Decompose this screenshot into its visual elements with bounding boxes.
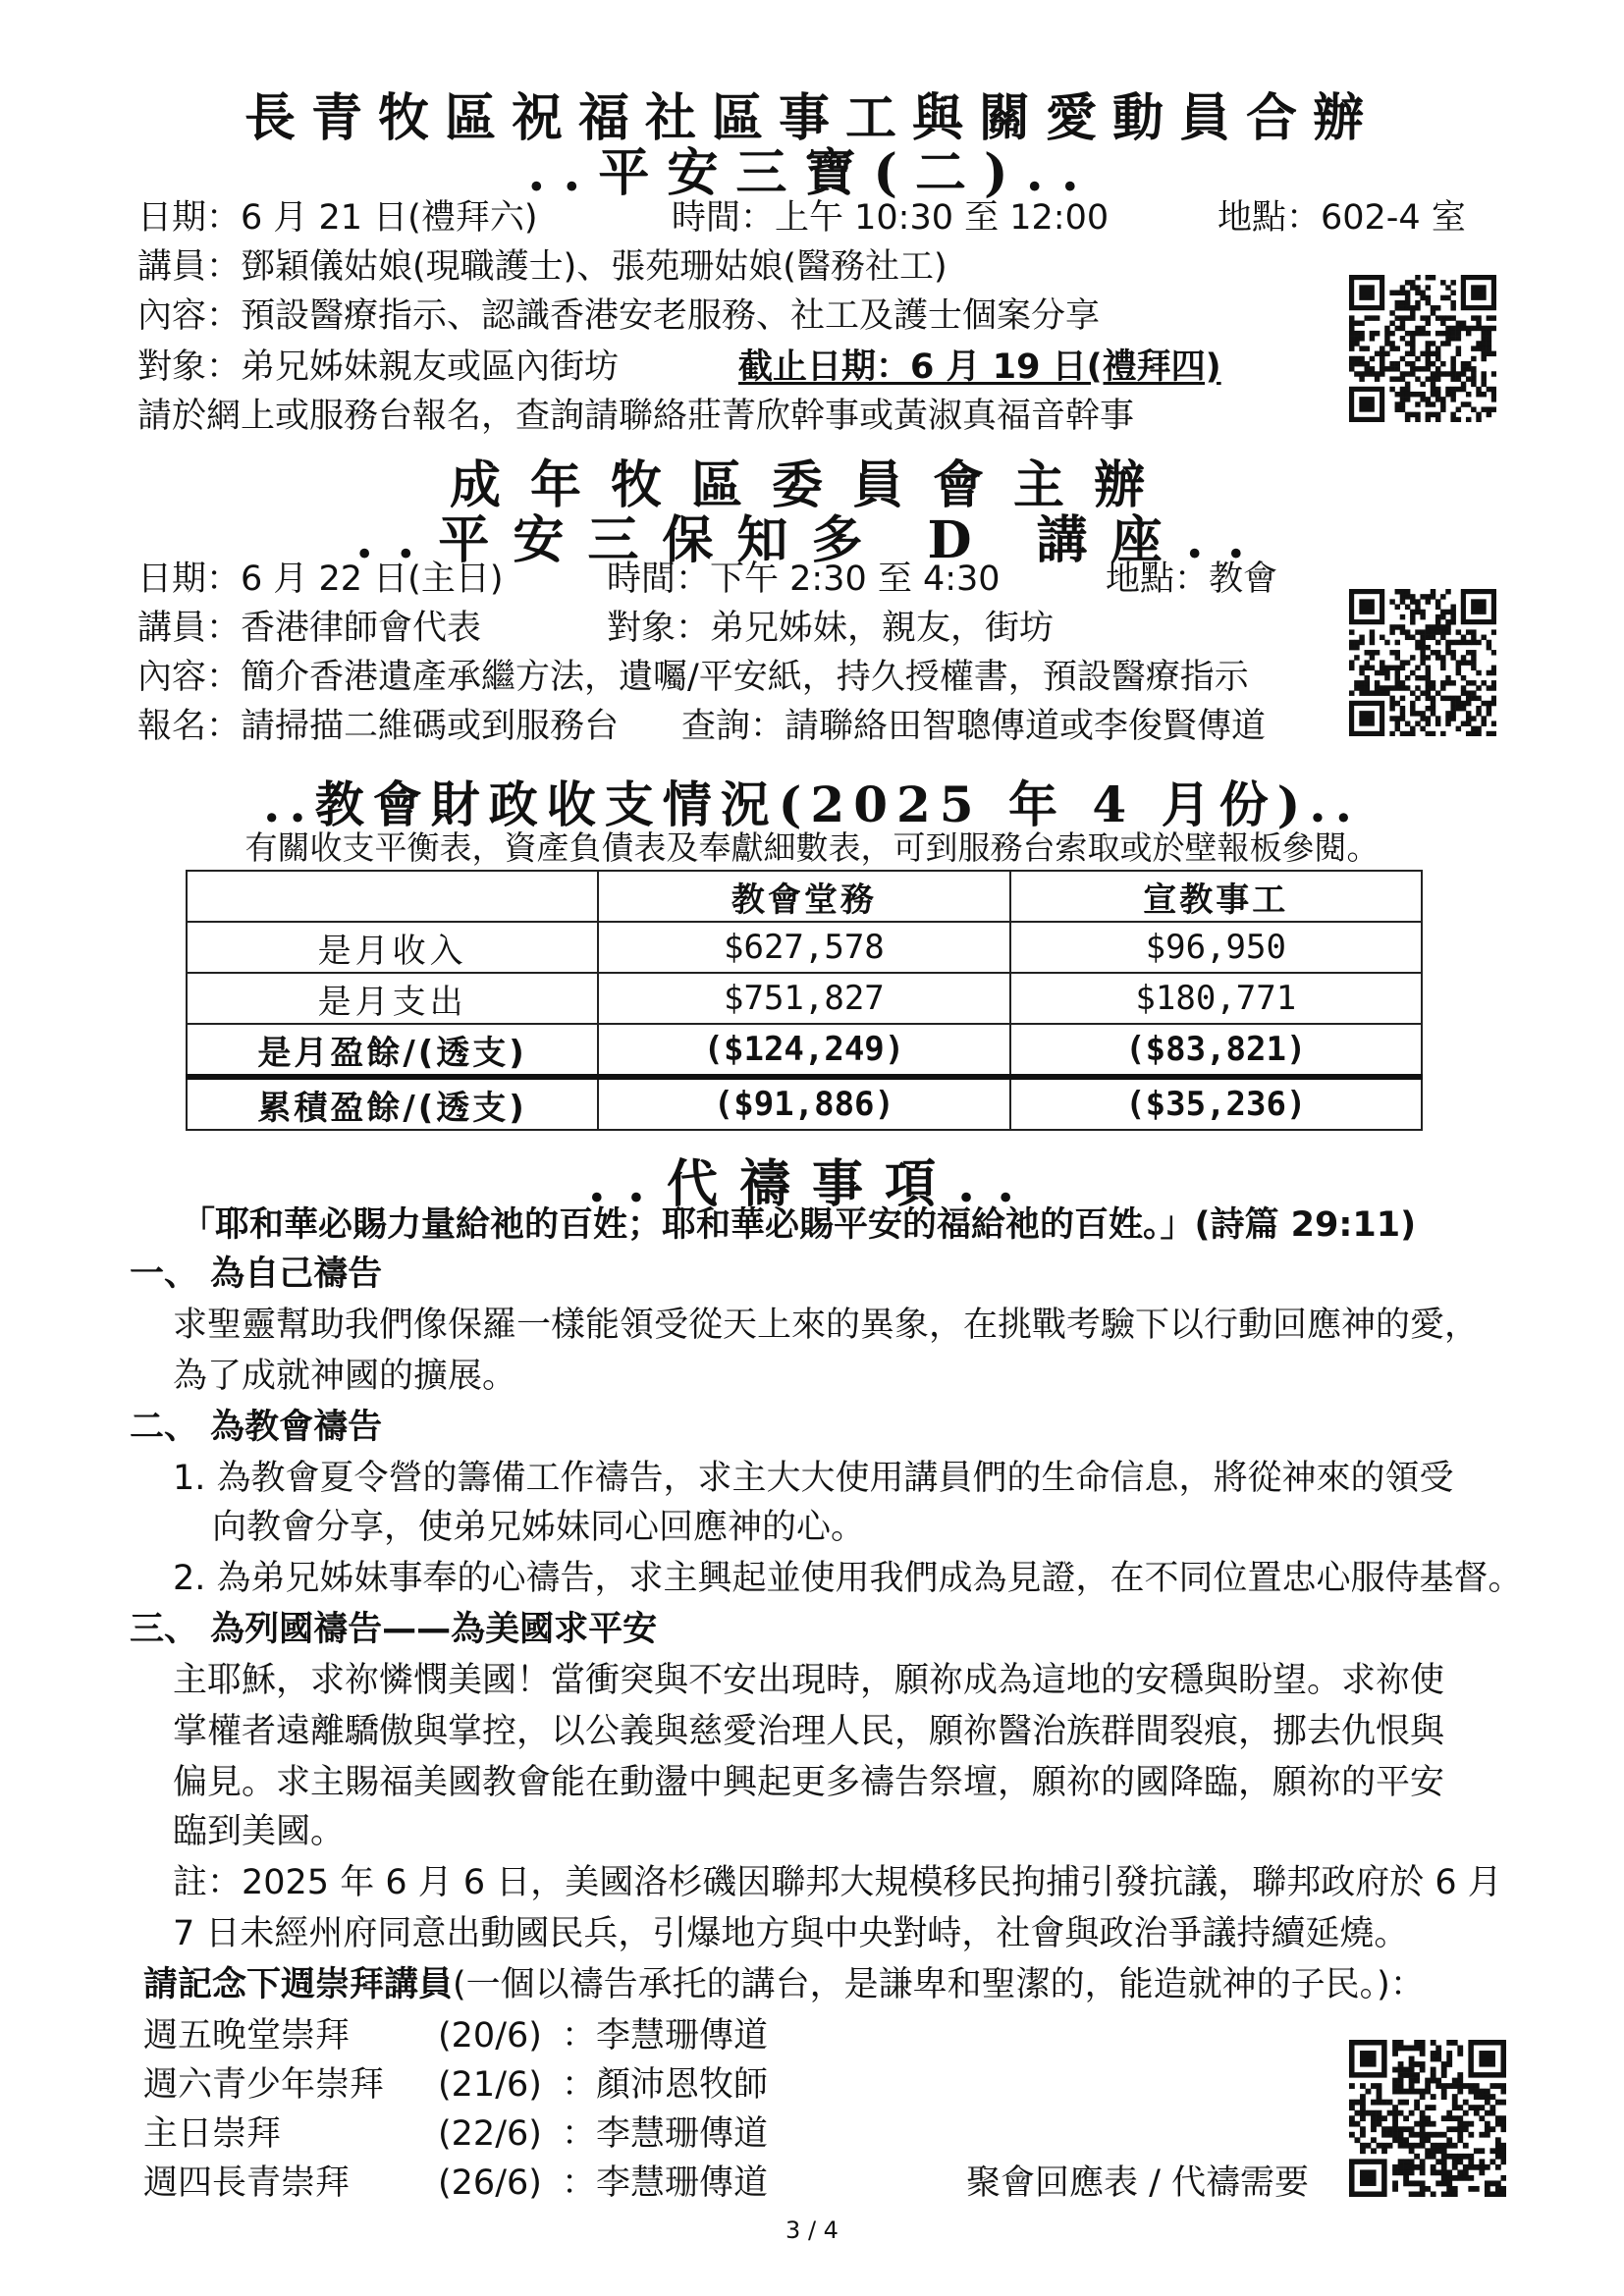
prayer-title: ..代禱事項.. bbox=[587, 1154, 1037, 1214]
qr-caption: 聚會回應表 / 代禱需要 bbox=[966, 2163, 1310, 2203]
prayer-text: 1. 為教會夏令營的籌備工作禱告，求主大大使用講員們的生命信息，將從神來的領受 bbox=[173, 1459, 1454, 1498]
table-cell: ($124,249) bbox=[598, 1024, 1009, 1077]
speaker-name: ：顏沛恩牧師 bbox=[562, 2065, 769, 2105]
table-cell: ($83,821) bbox=[1010, 1024, 1422, 1077]
table-row bbox=[187, 1024, 1422, 1077]
prayer-section-2-heading: 二、 為教會禱告 bbox=[130, 1408, 383, 1447]
event2-title: 成年牧區委員會主辦 bbox=[449, 455, 1174, 515]
prayer-text: 向教會分享，使弟兄姊妹同心回應神的心。 bbox=[212, 1508, 866, 1547]
prayer-text: 主耶穌，求祢憐憫美國！當衝突與不安出現時，願祢成為這地的安穩與盼望。求祢使 bbox=[173, 1661, 1445, 1700]
event2-venue: 地點：教會 bbox=[1106, 560, 1278, 599]
speaker-date: (22/6) bbox=[438, 2114, 542, 2154]
speaker-service: 週四長青崇拜 bbox=[143, 2163, 351, 2203]
page-number: 3 / 4 bbox=[785, 2216, 839, 2244]
qr-code-icon[interactable] bbox=[1349, 275, 1496, 422]
prayer-text: 為了成就神國的擴展。 bbox=[173, 1357, 517, 1396]
prayer-section-3-heading: 三、 為列國禱告——為美國求平安 bbox=[130, 1610, 658, 1649]
event1-deadline: 截止日期：6 月 19 日(禮拜四) bbox=[738, 347, 1221, 387]
event2-subtitle: ..平安三保知多 D 講座.. bbox=[355, 510, 1269, 570]
table-cell: ($35,236) bbox=[1010, 1077, 1422, 1130]
table-cell: $751,827 bbox=[598, 973, 1009, 1024]
event1-venue: 地點：602-4 室 bbox=[1218, 198, 1466, 238]
prayer-verse: 「耶和華必賜力量給祂的百姓；耶和華必賜平安的福給祂的百姓。」(詩篇 29:11) bbox=[181, 1205, 1417, 1245]
finance-note: 有關收支平衡表，資產負債表及奉獻細數表，可到服務台索取或於壁報板參閱。 bbox=[244, 828, 1380, 867]
speaker-service: 週五晚堂崇拜 bbox=[143, 2016, 351, 2056]
table-cell: 是月收入 bbox=[187, 922, 598, 973]
event1-speakers: 講員：鄧穎儀姑娘(現職護士)、張苑珊姑娘(醫務社工) bbox=[137, 247, 947, 287]
event2-register: 報名：請掃描二維碼或到服務台 bbox=[137, 707, 620, 746]
table-row bbox=[187, 1077, 1422, 1130]
table-cell: $96,950 bbox=[1010, 922, 1422, 973]
event1-time: 時間：上午 10:30 至 12:00 bbox=[672, 198, 1110, 238]
event2-enquiry: 查詢：請聯絡田智聰傳道或李俊賢傳道 bbox=[681, 707, 1267, 746]
speaker-service: 主日崇拜 bbox=[143, 2114, 282, 2154]
table-cell: ($91,886) bbox=[598, 1077, 1009, 1130]
event2-time: 時間：下午 2:30 至 4:30 bbox=[607, 560, 1001, 599]
speakers-heading-bold: 請記念下週崇拜講員 bbox=[143, 1965, 454, 2004]
speaker-service: 週六青少年崇拜 bbox=[143, 2065, 385, 2105]
event2-audience: 對象：弟兄姊妹，親友，街坊 bbox=[607, 609, 1055, 648]
prayer-text: 臨到美國。 bbox=[173, 1812, 346, 1851]
finance-title: ..教會財政收支情況(2025 年 4 月份).. bbox=[262, 775, 1362, 833]
finance-table bbox=[186, 870, 1423, 1131]
prayer-section-1-heading: 一、 為自己禱告 bbox=[130, 1255, 383, 1294]
prayer-note: 註：2025 年 6 月 6 日，美國洛杉磯因聯邦大規模移民拘捕引發抗議，聯邦政府於 6 月 bbox=[173, 1863, 1502, 1902]
prayer-text: 求聖靈幫助我們像保羅一樣能領受從天上來的異象，在挑戰考驗下以行動回應神的愛， bbox=[173, 1306, 1480, 1345]
table-cell: 是月盈餘/(透支) bbox=[187, 1024, 598, 1077]
speaker-name: ：李慧珊傳道 bbox=[562, 2163, 769, 2203]
speaker-date: (26/6) bbox=[438, 2163, 542, 2203]
table-cell: $180,771 bbox=[1010, 973, 1422, 1024]
table-header-row bbox=[187, 871, 1422, 922]
table-cell: 是月支出 bbox=[187, 973, 598, 1024]
table-row bbox=[187, 973, 1422, 1024]
prayer-text: 2. 為弟兄姊妹事奉的心禱告，求主興起並使用我們成為見證，在不同位置忠心服侍基督。 bbox=[173, 1559, 1523, 1598]
event1-content: 內容：預設醫療指示、認識香港安老服務、社工及護士個案分享 bbox=[137, 296, 1101, 336]
table-header: 教會堂務 bbox=[598, 871, 1009, 922]
table-cell: 累積盈餘/(透支) bbox=[187, 1077, 598, 1130]
speaker-date: (20/6) bbox=[438, 2016, 542, 2056]
event1-title: 長青牧區祝福社區事工與關愛動員合辦 bbox=[244, 88, 1380, 148]
speaker-name: ：李慧珊傳道 bbox=[562, 2114, 769, 2154]
event2-date: 日期：6 月 22 日(主日) bbox=[137, 560, 504, 599]
qr-code-icon[interactable] bbox=[1349, 2040, 1506, 2197]
prayer-text: 掌權者遠離驕傲與掌控，以公義與慈愛治理人民，願祢醫治族群間裂痕，挪去仇恨與 bbox=[173, 1712, 1445, 1751]
event2-content: 內容：簡介香港遺產承繼方法，遺囑/平安紙，持久授權書，預設醫療指示 bbox=[137, 658, 1249, 697]
prayer-text: 偏見。求主賜福美國教會能在動盪中興起更多禱告祭壇，願祢的國降臨，願祢的平安 bbox=[173, 1763, 1445, 1802]
qr-code-icon[interactable] bbox=[1349, 589, 1496, 736]
table-header: 宣教事工 bbox=[1010, 871, 1422, 922]
table-row bbox=[187, 922, 1422, 973]
speakers-heading-rest: (一個以禱告承托的講台，是謙卑和聖潔的，能造就神的子民。)： bbox=[453, 1965, 1425, 2004]
event1-subtitle: ..平安三寶(二).. bbox=[527, 143, 1097, 203]
speaker-date: (21/6) bbox=[438, 2065, 542, 2105]
speakers-heading bbox=[143, 1961, 1425, 2008]
event1-date: 日期：6 月 21 日(禮拜六) bbox=[137, 198, 538, 238]
event2-speakers: 講員：香港律師會代表 bbox=[137, 609, 482, 648]
table-header bbox=[187, 871, 598, 922]
event1-register: 請於網上或服務台報名，查詢請聯絡莊菁欣幹事或黃淑真福音幹事 bbox=[137, 397, 1135, 436]
prayer-note: 7 日未經州府同意出動國民兵，引爆地方與中央對峙，社會與政治爭議持續延燒。 bbox=[173, 1914, 1409, 1953]
table-cell: $627,578 bbox=[598, 922, 1009, 973]
speaker-name: ：李慧珊傳道 bbox=[562, 2016, 769, 2056]
event1-audience: 對象：弟兄姊妹親友或區內街坊 bbox=[137, 347, 620, 387]
